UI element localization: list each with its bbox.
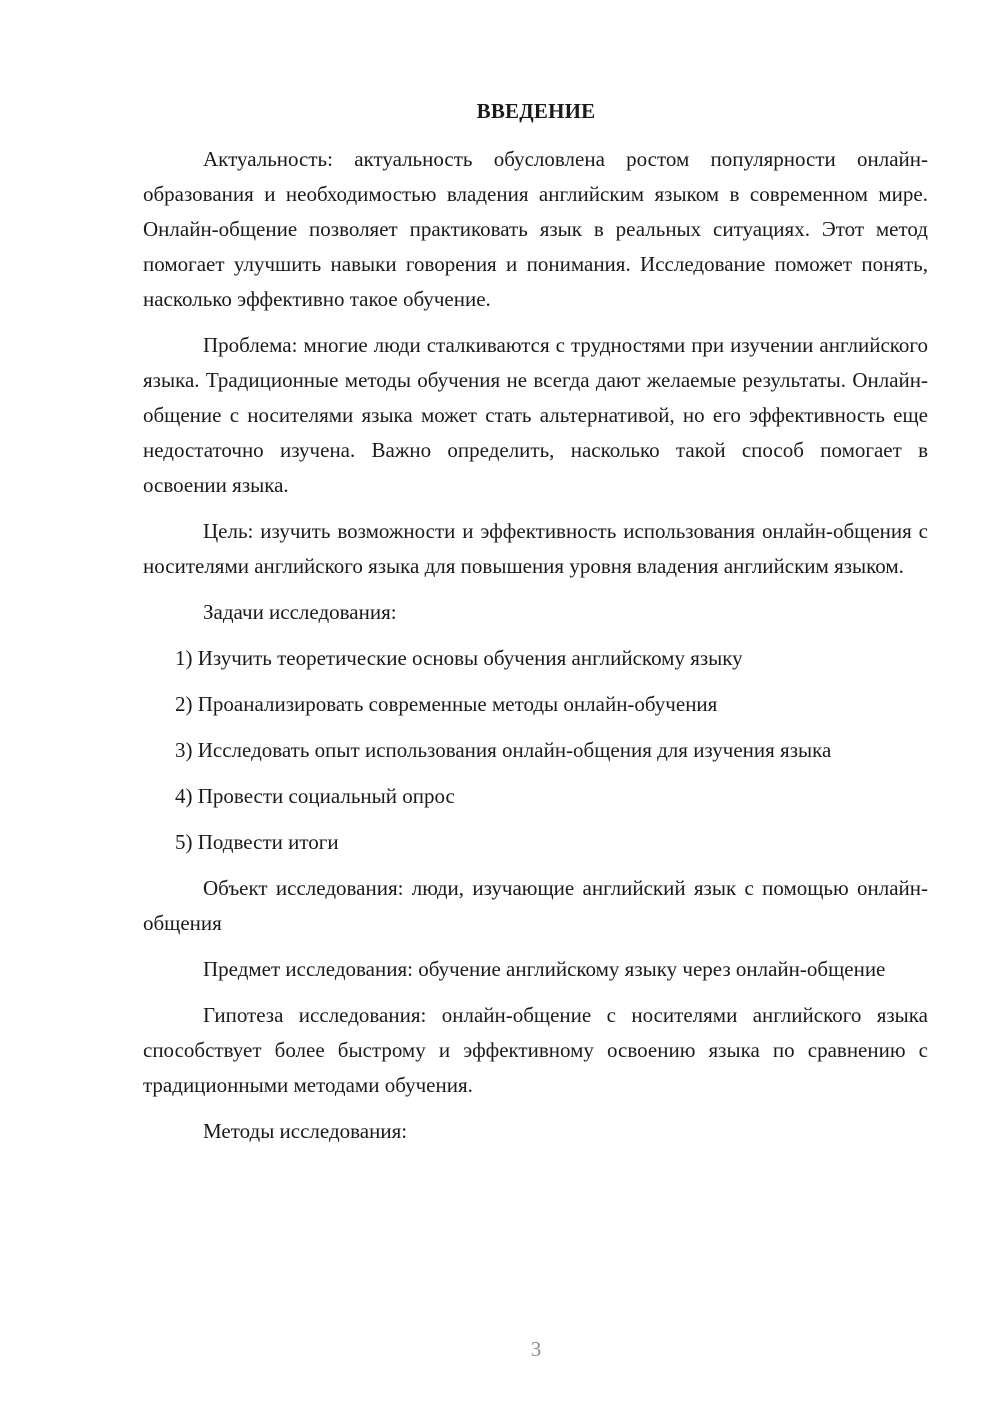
task-item: 4) Провести социальный опрос (175, 784, 455, 808)
paragraph-object: Объект исследования: люди, изучающие английский язык с помощью онлайн-общения (143, 876, 928, 935)
task-item: 2) Проанализировать современные методы онлайн-обучения (175, 692, 718, 716)
page-number: 3 (530, 1337, 542, 1361)
paragraph-problem: Проблема: многие люди сталкиваются с трудностями при изучении английского языка. Традиционные методы обучения не всегда дают желаемые результаты. Онлайн-общение с носителями языка может стать альтернативой, но его эффективность еще недостаточно изучена. Важно определить, насколько такой способ помогает в освоении языка. (143, 333, 928, 497)
tasks-heading: Задачи исследования: (203, 600, 397, 624)
paragraph-subject: Предмет исследования: обучение английскому языку через онлайн-общение (203, 957, 886, 981)
document-body (143, 142, 928, 1160)
task-item: 3) Исследовать опыт использования онлайн-общения для изучения языка (175, 738, 832, 762)
section-title: ВВЕДЕНИЕ (476, 99, 596, 123)
paragraph-hypothesis: Гипотеза исследования: онлайн-общение с носителями английского языка способствует более быстрому и эффективному освоению языка по сравнению с традиционными методами обучения. (143, 1003, 928, 1097)
task-item: 1) Изучить теоретические основы обучения английскому языку (175, 646, 743, 670)
task-item: 5) Подвести итоги (175, 830, 339, 854)
paragraph-goal: Цель: изучить возможности и эффективность использования онлайн-общения с носителями английского языка для повышения уровня владения английским языком. (143, 519, 928, 578)
paragraph-relevance: Актуальность: актуальность обусловлена ростом популярности онлайн-образования и необходимостью владения английским языком в современном мире. Онлайн-общение позволяет практиковать язык в реальных ситуациях. Этот метод помогает улучшить навыки говорения и понимания. Исследование поможет понять, насколько эффективно такое обучение. (143, 147, 928, 311)
methods-heading: Методы исследования: (203, 1119, 408, 1143)
